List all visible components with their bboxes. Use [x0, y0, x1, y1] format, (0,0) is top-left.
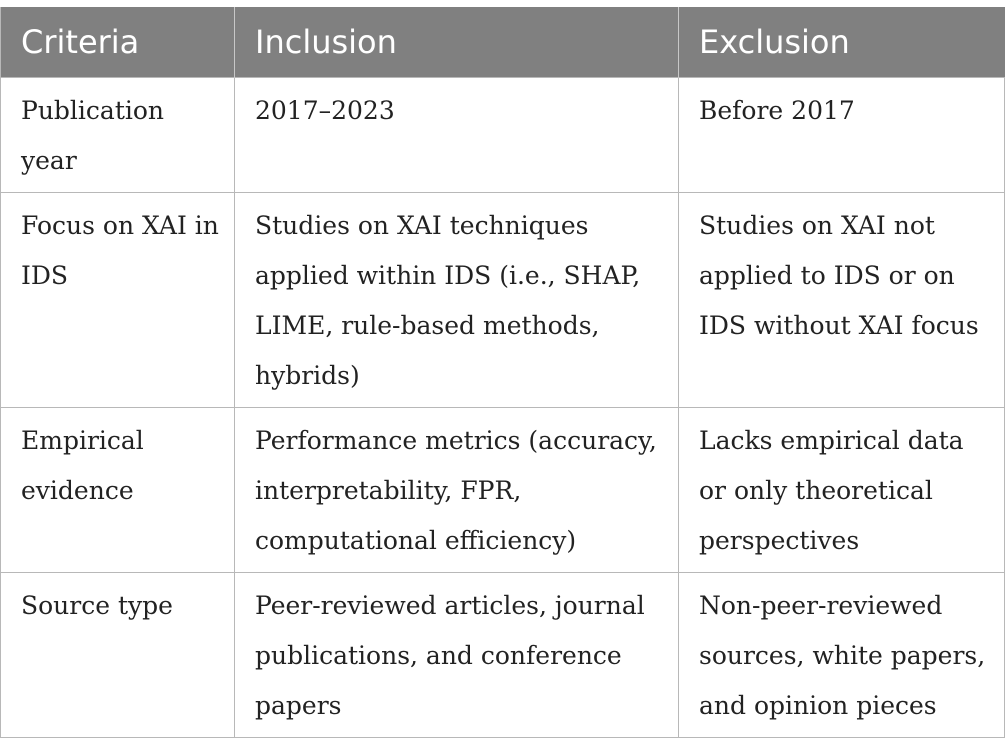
header-criteria: Criteria — [1, 7, 235, 77]
exclusion-cell: Before 2017 — [679, 77, 1005, 192]
header-exclusion: Exclusion — [679, 7, 1005, 77]
table-row — [1, 407, 1005, 572]
criteria-cell: Empirical evidence — [1, 407, 235, 572]
inclusion-cell: Performance metrics (accuracy, interpretability, FPR, computational efficiency) — [235, 407, 679, 572]
inclusion-cell: Studies on XAI techniques applied within IDS (i.e., SHAP, LIME, rule-based methods, hybrids) — [235, 192, 679, 407]
exclusion-cell: Lacks empirical data or only theoretical perspectives — [679, 407, 1005, 572]
table-row — [1, 77, 1005, 192]
criteria-cell: Focus on XAI in IDS — [1, 192, 235, 407]
header-inclusion: Inclusion — [235, 7, 679, 77]
table-header-row — [1, 7, 1005, 77]
exclusion-cell: Non-peer-reviewed sources, white papers, and opinion pieces — [679, 572, 1005, 737]
inclusion-cell: Peer-reviewed articles, journal publications, and conference papers — [235, 572, 679, 737]
inclusion-cell: 2017–2023 — [235, 77, 679, 192]
exclusion-cell: Studies on XAI not applied to IDS or on IDS without XAI focus — [679, 192, 1005, 407]
criteria-table — [0, 7, 1005, 738]
criteria-cell: Source type — [1, 572, 235, 737]
table-row — [1, 192, 1005, 407]
criteria-cell: Publication year — [1, 77, 235, 192]
table-row — [1, 572, 1005, 737]
